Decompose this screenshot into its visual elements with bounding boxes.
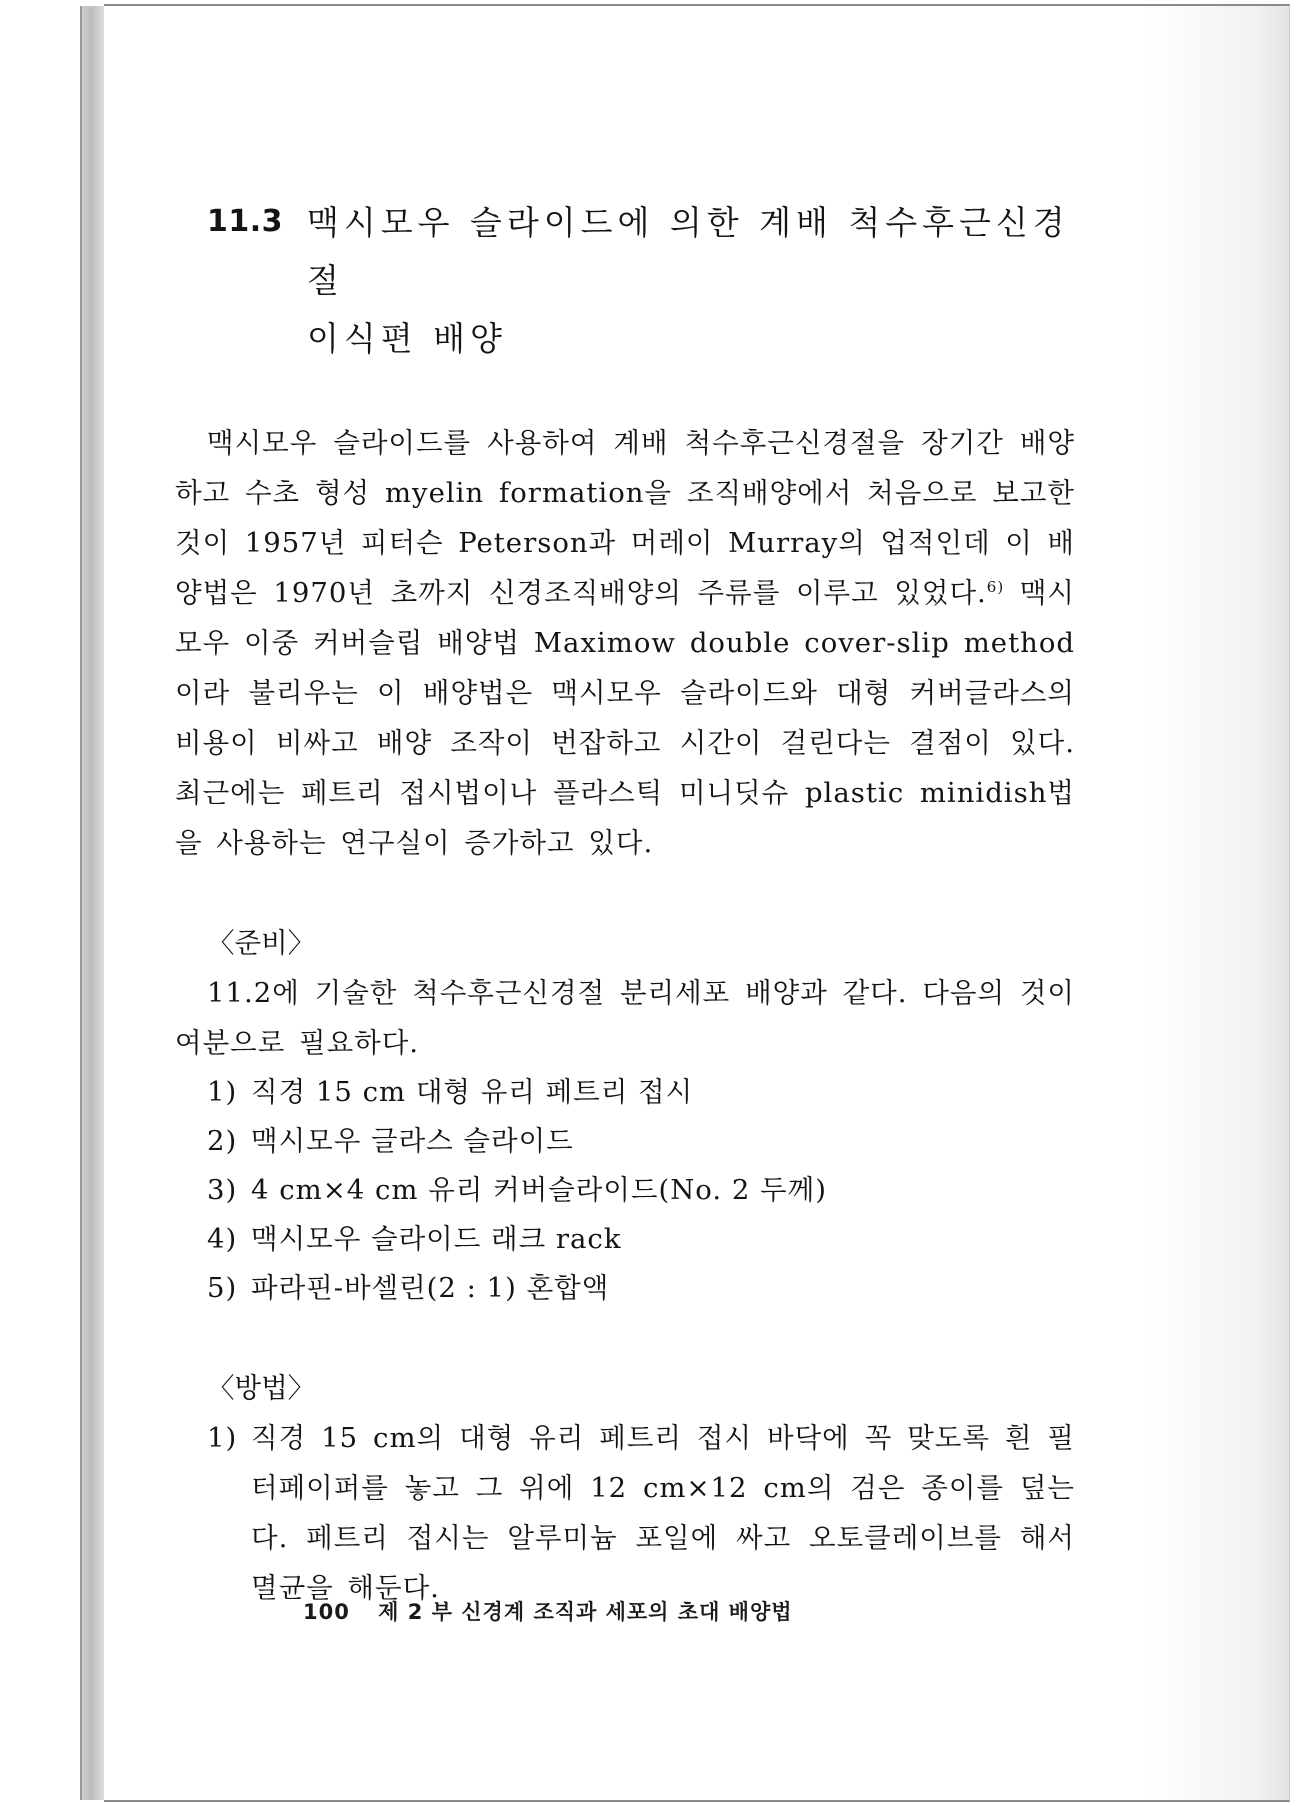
footnote-reference: 6) (986, 577, 1005, 596)
method-step (207, 1413, 1075, 1613)
item-text: 직경 15 cm 대형 유리 페트리 접시 (251, 1076, 694, 1108)
item-text: 파라핀-바셀린(2 : 1) 혼합액 (251, 1272, 610, 1304)
preparation-heading: 〈준비〉 (207, 927, 316, 959)
preparation-item (207, 1117, 1075, 1166)
section-heading (207, 200, 1075, 368)
item-number: 5) (207, 1272, 238, 1304)
body-text-part-1: 맥시모우 슬라이드를 사용하여 계배 척수후근신경절을 장기간 배양하고 수초 형성 myelin formation을 조직배양에서 처음으로 보고한 것이 1957년 피터슨 Peterson과 머레이 Murray의 업적인데 이 배양법은 1970년 초까지 신경조직배양의 주류를 이루고 있었다. (175, 427, 1075, 609)
preparation-list (175, 1068, 1075, 1313)
page-content (175, 200, 1075, 1613)
page-footer (303, 1596, 793, 1626)
item-number: 3) (207, 1174, 238, 1206)
page-number: 100 (303, 1600, 350, 1624)
item-number: 1) (207, 1076, 238, 1108)
body-paragraph (175, 418, 1075, 868)
preparation-item (207, 1166, 1075, 1215)
preparation-item (207, 1068, 1075, 1117)
preparation-intro: 11.2에 기술한 척수후근신경절 분리세포 배양과 같다. 다음의 것이 여분으로 필요하다. (175, 977, 1075, 1059)
item-text: 맥시모우 글라스 슬라이드 (251, 1125, 574, 1157)
section-title-line-1: 맥시모우 슬라이드에 의한 계배 척수후근신경절 (307, 203, 1070, 300)
section-number: 11.3 (207, 204, 284, 239)
step-text: 직경 15 cm의 대형 유리 페트리 접시 바닥에 꼭 맞도록 흰 필터페이퍼를 놓고 그 위에 12 cm×12 cm의 검은 종이를 덮는다. 페트리 접시는 알루미늄 포일에 싸고 오토클레이브를 해서 멸균을 해둔다. (251, 1422, 1075, 1604)
item-text: 4 cm×4 cm 유리 커버슬라이드(No. 2 두께) (251, 1174, 827, 1206)
method-steps (175, 1413, 1075, 1613)
body-text-part-2: 맥시모우 이중 커버슬립 배양법 Maximow double cover-slip method이라 불리우는 이 배양법은 맥시모우 슬라이드와 대형 커버글라스의 비용이 비싸고 배양 조작이 번잡하고 시간이 걸린다는 결점이 있다. 최근에는 페트리 접시법이나 플라스틱 미니딧슈 plastic minidish법을 사용하는 연구실이 증가하고 있다. (175, 577, 1075, 859)
step-number: 1) (207, 1422, 238, 1454)
item-number: 4) (207, 1223, 238, 1255)
method-heading: 〈방법〉 (207, 1372, 316, 1404)
preparation-item (207, 1264, 1075, 1313)
section-title (307, 194, 1075, 368)
preparation-item (207, 1215, 1075, 1264)
item-text: 맥시모우 슬라이드 래크 rack (251, 1223, 622, 1255)
section-title-line-2: 이식편 배양 (307, 319, 507, 358)
running-title: 제 2 부 신경계 조직과 세포의 초대 배양법 (378, 1600, 793, 1624)
item-number: 2) (207, 1125, 238, 1157)
